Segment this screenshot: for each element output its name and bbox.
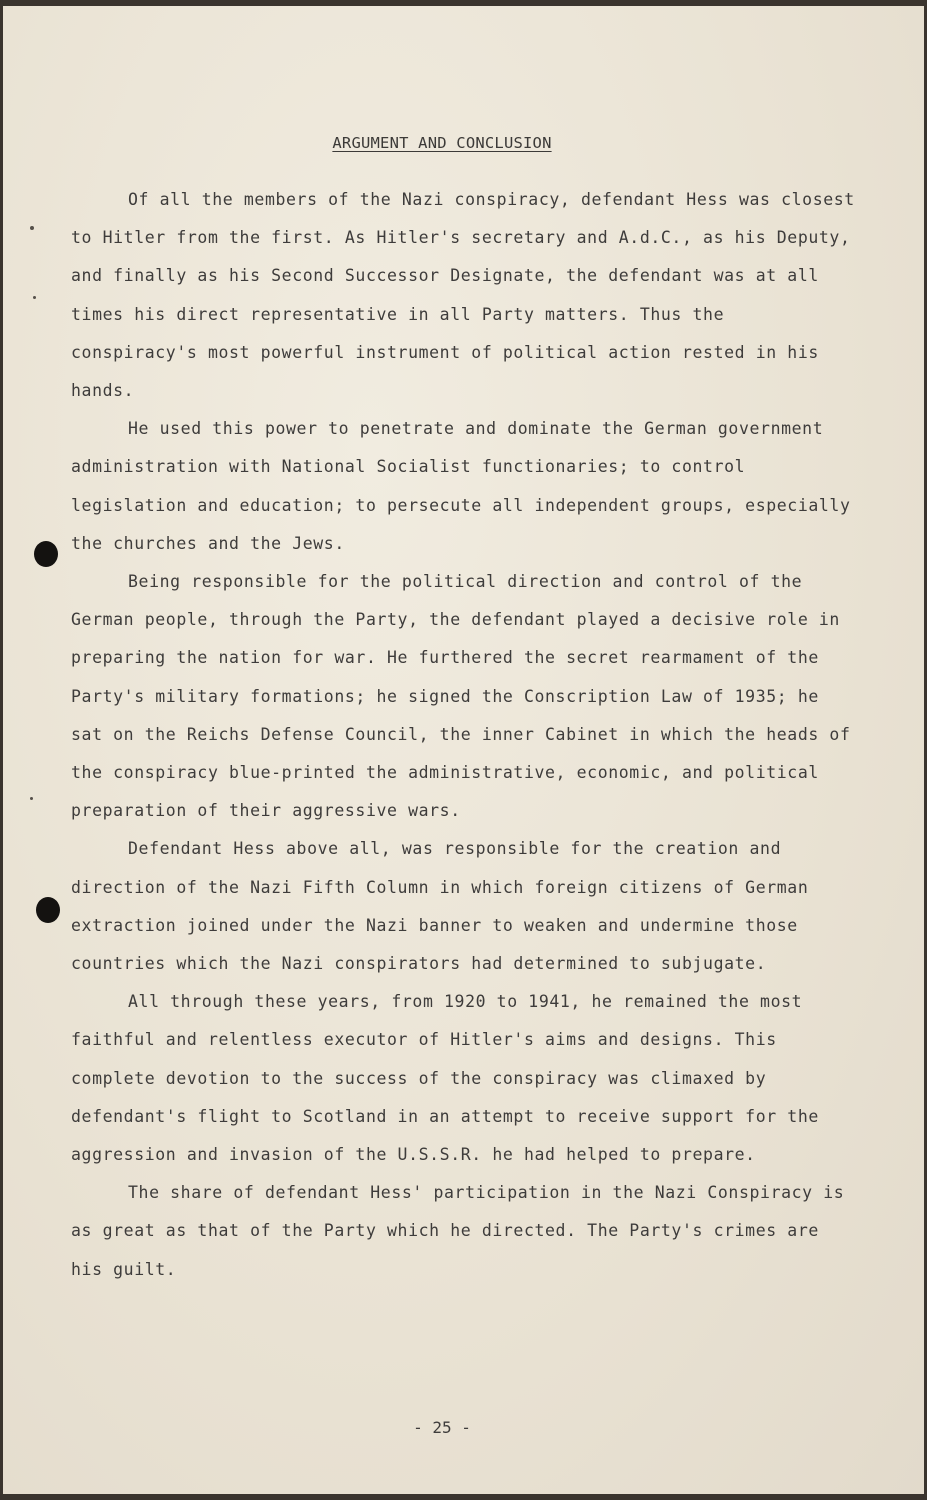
page-left-edge	[0, 0, 3, 1500]
paper-speck	[33, 296, 36, 299]
paragraph-4: Defendant Hess above all, was responsible for the creation and direction of the Nazi Fifth Column in which foreign citizens of German extraction joined under the Nazi banner to weaken and undermine those countries which the Nazi conspirators had determined to subjugate.	[71, 839, 809, 974]
punch-hole-upper	[34, 541, 58, 567]
paragraph-3: Being responsible for the political direction and control of the German people, through the Party, the defendant played a decisive role in preparing the nation for war. He furthered the secret rearmament of the Party's military formations; he signed the Conscription Law of 1935; he sat on the Reichs Defense Council, the inner Cabinet in which the heads of the conspiracy blue-printed the administrative, economic, and political preparation of their aggressive wars.	[71, 572, 851, 821]
page-bottom-edge	[0, 1494, 927, 1500]
paragraph-6: The share of defendant Hess' participation in the Nazi Conspiracy is as great as that of the Party which he directed. The Party's crimes are his guilt.	[71, 1183, 845, 1279]
punch-hole-lower	[36, 897, 60, 923]
paragraph-5: All through these years, from 1920 to 1941, he remained the most faithful and relentless executor of Hitler's aims and designs. This complete devotion to the success of the conspiracy was climaxed by defendant's flight to Scotland in an attempt to receive support for the aggression and invasion of the U.S.S.R. he had helped to prepare.	[71, 992, 819, 1165]
document-title: ARGUMENT AND CONCLUSION	[332, 134, 552, 152]
paragraph-2: He used this power to penetrate and dominate the German government administration with National Socialist functionaries; to control legislation and education; to persecute all independent groups, especially the churches and the Jews.	[71, 419, 851, 553]
document-body	[71, 181, 861, 1289]
paper-speck	[30, 797, 33, 800]
page-top-edge	[0, 0, 927, 6]
page-number: - 25 -	[413, 1418, 471, 1437]
paper-speck	[30, 226, 34, 230]
paragraph-1: Of all the members of the Nazi conspiracy, defendant Hess was closest to Hitler from the first. As Hitler's secretary and A.d.C., as his Deputy, and finally as his Second Successor Designate, the defendant was at all times his direct representative in all Party matters. Thus the conspiracy's most powerful instrument of political action rested in his hands.	[71, 190, 855, 401]
